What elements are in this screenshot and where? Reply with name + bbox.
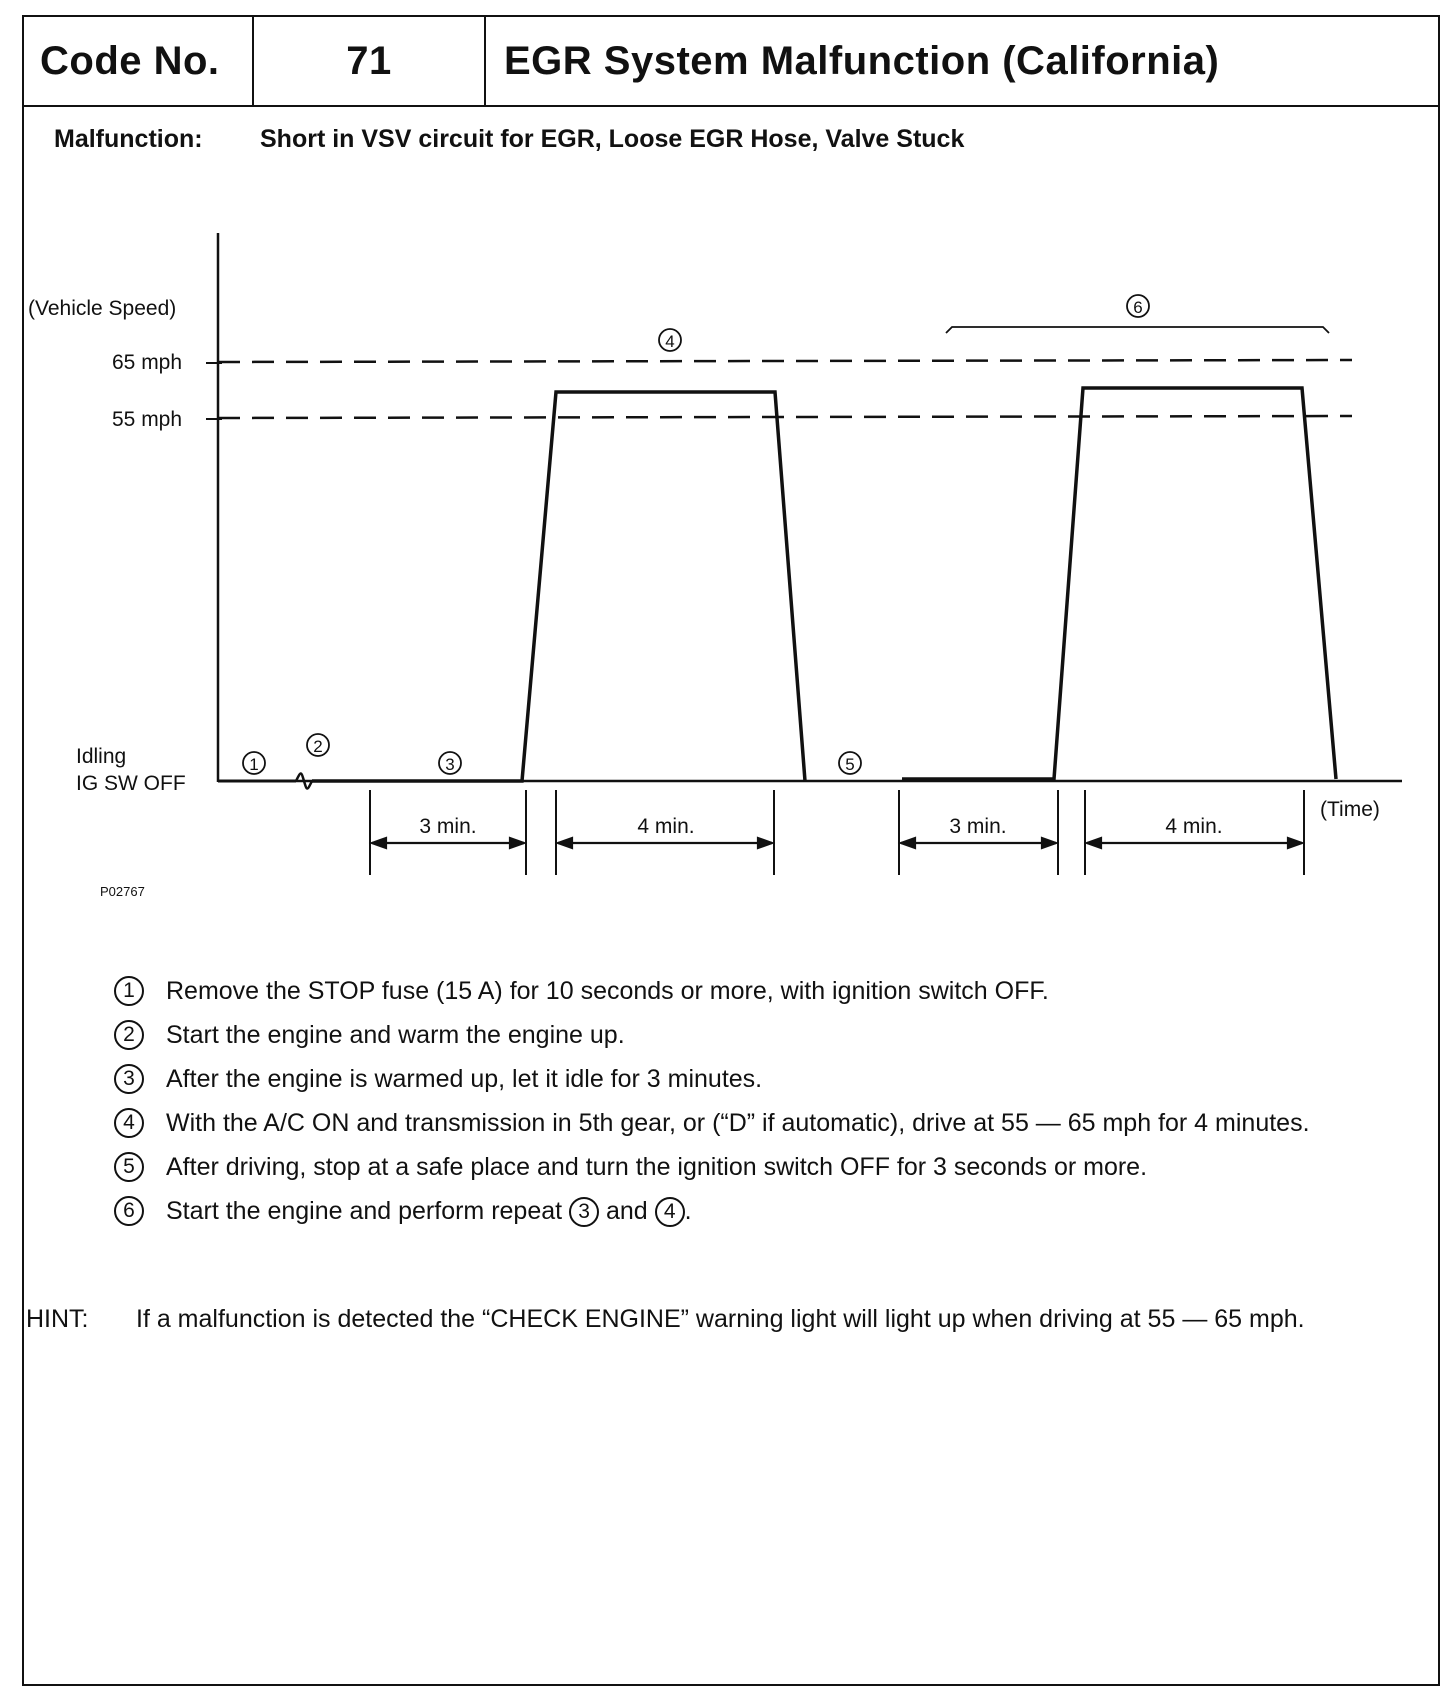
ig-off-label: IG SW OFF (76, 772, 186, 795)
step-5-number: 5 (114, 1152, 144, 1182)
x-axis-label: (Time) (1320, 798, 1380, 821)
tick-label-65: 65 mph (112, 351, 183, 374)
dimension-extension-lines (370, 790, 1304, 875)
code-label: Code No. (24, 17, 254, 105)
step-4 (92, 1107, 1382, 1140)
idle-label: Idling (76, 745, 127, 768)
step-3-number: 3 (114, 1064, 144, 1094)
tick-label-55: 55 mph (112, 408, 183, 431)
step-2-number: 2 (114, 1020, 144, 1050)
figure-code: P02767 (100, 884, 145, 899)
hint-text: If a malfunction is detected the “CHECK ENGINE” warning light will light up when driving at 55 — 65 mph. (136, 1305, 1305, 1333)
step-5 (92, 1151, 1382, 1184)
step-6-text-b: and (606, 1197, 648, 1225)
duration-label-idle-2: 3 min. (949, 815, 1007, 838)
speed-trace-first-drive (312, 392, 805, 781)
duration-label-idle-1: 3 min. (419, 815, 477, 838)
page-title: EGR System Malfunction (California) (504, 38, 1220, 83)
speed-trace-second-drive (902, 388, 1336, 779)
procedure-steps (92, 975, 1382, 1239)
marker-5 (839, 752, 861, 774)
marker-4 (659, 329, 681, 351)
marker-2-num: 2 (313, 737, 323, 756)
reference-line-55mph (218, 416, 1352, 418)
step-5-text: After driving, stop at a safe place and turn the ignition switch OFF for 3 seconds or more. (166, 1153, 1148, 1181)
dimension-arrows (372, 838, 1302, 848)
code-number: 71 (254, 17, 486, 105)
marker-2 (307, 734, 329, 756)
step-3-text: After the engine is warmed up, let it idle for 3 minutes. (166, 1065, 763, 1093)
step-6-ref-4: 4 (655, 1197, 685, 1227)
step-6-text-a: Start the engine and perform repeat (166, 1197, 563, 1225)
marker-5-num: 5 (845, 755, 855, 774)
reference-line-65mph (218, 360, 1352, 362)
hint-note (26, 1303, 1386, 1336)
step-6-number: 6 (114, 1196, 144, 1226)
step-1-text: Remove the STOP fuse (15 A) for 10 seconds or more, with ignition switch OFF. (166, 977, 1049, 1005)
step-3 (92, 1063, 1382, 1096)
repeat-bracket (946, 327, 1329, 333)
step-2-text: Start the engine and warm the engine up. (166, 1021, 625, 1049)
marker-1-num: 1 (249, 755, 259, 774)
step-6-ref-3: 3 (569, 1197, 599, 1227)
marker-6 (1127, 295, 1149, 317)
hint-label: HINT: (26, 1305, 89, 1333)
step-4-number: 4 (114, 1108, 144, 1138)
marker-3-num: 3 (445, 755, 455, 774)
marker-6-num: 6 (1133, 298, 1143, 317)
duration-label-drive-1: 4 min. (637, 815, 695, 838)
step-6 (92, 1195, 1382, 1228)
y-axis-label: (Vehicle Speed) (28, 297, 177, 320)
marker-3 (439, 752, 461, 774)
malfunction-label: Malfunction: (54, 125, 203, 153)
step-4-text: With the A/C ON and transmission in 5th gear, or (“D” if automatic), drive at 55 — 65 mph for 4 minutes. (166, 1109, 1310, 1137)
step-6-text-c: . (684, 1197, 692, 1225)
malfunction-text: Short in VSV circuit for EGR, Loose EGR Hose, Valve Stuck (260, 125, 965, 153)
duration-label-drive-2: 4 min. (1165, 815, 1223, 838)
step-2 (92, 1019, 1382, 1052)
step-1 (92, 975, 1382, 1008)
step-1-number: 1 (114, 976, 144, 1006)
marker-1 (243, 752, 265, 774)
marker-4-num: 4 (665, 332, 675, 351)
